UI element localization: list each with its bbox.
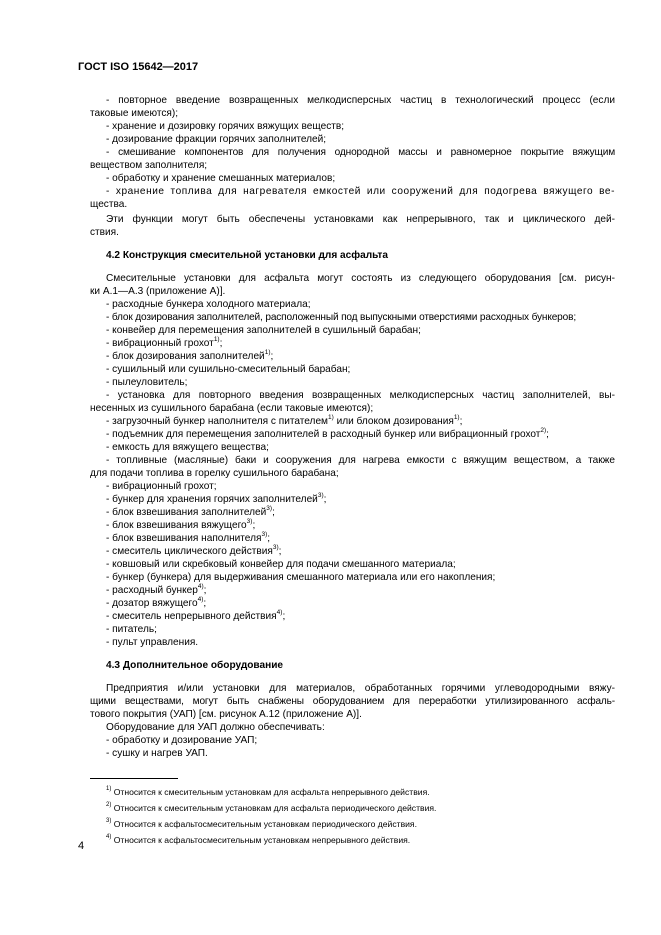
list-item: - бункер для хранения горячих заполнителей$^{3)}$; (106, 491, 327, 505)
list-item: - установка для повторного введения возвращенных мелкодисперсных частиц заполнителей, вы- (106, 390, 615, 401)
list-item: - емкость для вяжущего вещества; (106, 442, 269, 453)
text-line: - дозирование фракции горячих заполнителей; (106, 134, 327, 145)
list-item: - смеситель непрерывного действия$^{4)}$; (106, 608, 286, 622)
text-line: Оборудование для УАП должно обеспечивать: (106, 722, 325, 733)
list-item: - расходные бункера холодного материала; (106, 299, 311, 310)
list-item: - подъемник для перемещения заполнителей в расходный бункер или вибрационный грохот$^{2)}$; (106, 426, 549, 440)
footnote-ref: 1) (328, 413, 334, 421)
text-line: Смесительные установки для асфальта могут состоять из следующего оборудования [см. рисун- (106, 273, 615, 284)
footnote-ref: 4) (197, 595, 204, 603)
footnote: $^{3)}$ Относится к асфальтосмесительным установкам периодического действия. (106, 818, 417, 829)
footnote-ref: 1) (453, 413, 460, 421)
text-line: - обработку и хранение смешанных материалов; (106, 173, 336, 184)
text-line: щими веществами, могут быть снабжены оборудованием для переработки утилизированного асфаль- (90, 696, 615, 707)
text-line: - смешивание компонентов для получения однородной массы и равномерное покрытие вяжущим (106, 147, 615, 158)
list-item: - дозатор вяжущего$^{4)}$; (106, 595, 207, 609)
list-item: - вибрационный грохот; (106, 481, 217, 492)
text-line: щества. (90, 199, 128, 210)
list-item: - ковшовый или скребковый конвейер для подачи смешанного материала; (106, 559, 456, 570)
list-item: - загрузочный бункер наполнителя с питателем$^{1)}$ или блоком дозирования$^{1)}$; (106, 413, 463, 427)
footnote-ref: 1) (264, 348, 271, 356)
text-line: - хранение и дозировку горячих вяжущих веществ; (106, 121, 345, 132)
list-item: - блок дозирования заполнителей, расположенный под выпускными отверстиями расходных бункеров; (106, 312, 576, 323)
footnote-separator (90, 778, 178, 779)
footnote-ref: 4) (197, 582, 204, 590)
list-item: несенных из сушильного барабана (если таковые имеются); (90, 403, 374, 414)
footnote-ref: 1) (213, 335, 220, 343)
footnote: $^{1)}$ Относится к смесительным установкам для асфальта непрерывного действия. (106, 786, 430, 797)
footnote: $^{2)}$ Относится к смесительным установкам для асфальта периодического действия. (106, 802, 437, 813)
list-item: - сушильный или сушильно-смесительный барабан; (106, 364, 351, 375)
footnote-mark: 2) (106, 802, 112, 809)
text-line: таковые имеются); (90, 108, 179, 119)
list-item: - пульт управления. (106, 637, 199, 648)
list-item: - конвейер для перемещения заполнителей в сушильный барабан; (106, 325, 421, 336)
document-body (90, 94, 615, 760)
footnote: $^{4)}$ Относится к асфальтосмесительным установкам непрерывного действия. (106, 834, 411, 845)
list-item: - блок дозирования заполнителей$^{1)}$; (106, 348, 274, 362)
list-item: - блок взвешивания вяжущего$^{3)}$; (106, 517, 256, 531)
list-item: - вибрационный грохот$^{1)}$; (106, 335, 223, 349)
text-line: веществом заполнителя; (90, 160, 208, 171)
text-line: ствия. (90, 227, 119, 238)
page-number: 4 (78, 840, 85, 852)
list-item: - блок взвешивания заполнителей$^{3)}$; (106, 504, 275, 518)
equipment-list (90, 298, 615, 649)
list-item: - бункер (бункера) для выдерживания смешанного материала или его накопления; (106, 572, 496, 583)
footnote-mark: 3) (106, 818, 112, 825)
footnote-mark: 1) (106, 786, 112, 793)
text-line: - хранение топлива для нагревателя емкостей или сооружений для подогрева вяжущего ве- (106, 186, 615, 197)
footnote-ref: 3) (261, 530, 268, 538)
text-line: - повторное введение возвращенных мелкодисперсных частиц в технологический процесс (если (106, 95, 615, 106)
footnote-ref: 3) (266, 504, 273, 512)
section-heading-4-3: 4.3 Дополнительное оборудование (106, 660, 284, 671)
list-item: - питатель; (106, 624, 157, 635)
footnote-ref: 2) (540, 426, 547, 434)
footnote-ref: 3) (317, 491, 324, 499)
list-item: - блок взвешивания наполнителя$^{3)}$; (106, 530, 271, 544)
text-line: тового покрытия (УАП) [см. рисунок А.12 (приложение А)]. (90, 709, 362, 720)
list-item: - расходный бункер$^{4)}$; (106, 582, 207, 596)
list-item: - обработку и дозирование УАП; (106, 735, 258, 746)
footnotes (90, 784, 615, 848)
list-item: - смеситель циклического действия$^{3)}$; (106, 543, 282, 557)
list-item: для подачи топлива в горелку сушильного барабана; (90, 468, 339, 479)
list-item: - топливные (масляные) баки и сооружения для нагрева емкости с вяжущим веществом, а также (106, 455, 615, 466)
text-line: Эти функции могут быть обеспечены установками как непрерывного, так и циклического дей- (106, 214, 615, 225)
list-item: - пылеуловитель; (106, 377, 188, 388)
text-line: ки А.1—А.3 (приложение А)]. (90, 286, 226, 297)
footnote-ref: 3) (246, 517, 253, 525)
text-line: Предприятия и/или установки для материалов, обработанных горячими углеводородными вяжу- (106, 683, 615, 694)
footnote-ref: 3) (272, 543, 279, 551)
document-header: ГОСТ ISO 15642—2017 (78, 61, 199, 73)
footnote-mark: 4) (106, 834, 112, 841)
list-item: - сушку и нагрев УАП. (106, 748, 208, 759)
footnote-ref: 4) (276, 608, 283, 616)
section-heading-4-2: 4.2 Конструкция смесительной установки для асфальта (106, 250, 388, 261)
